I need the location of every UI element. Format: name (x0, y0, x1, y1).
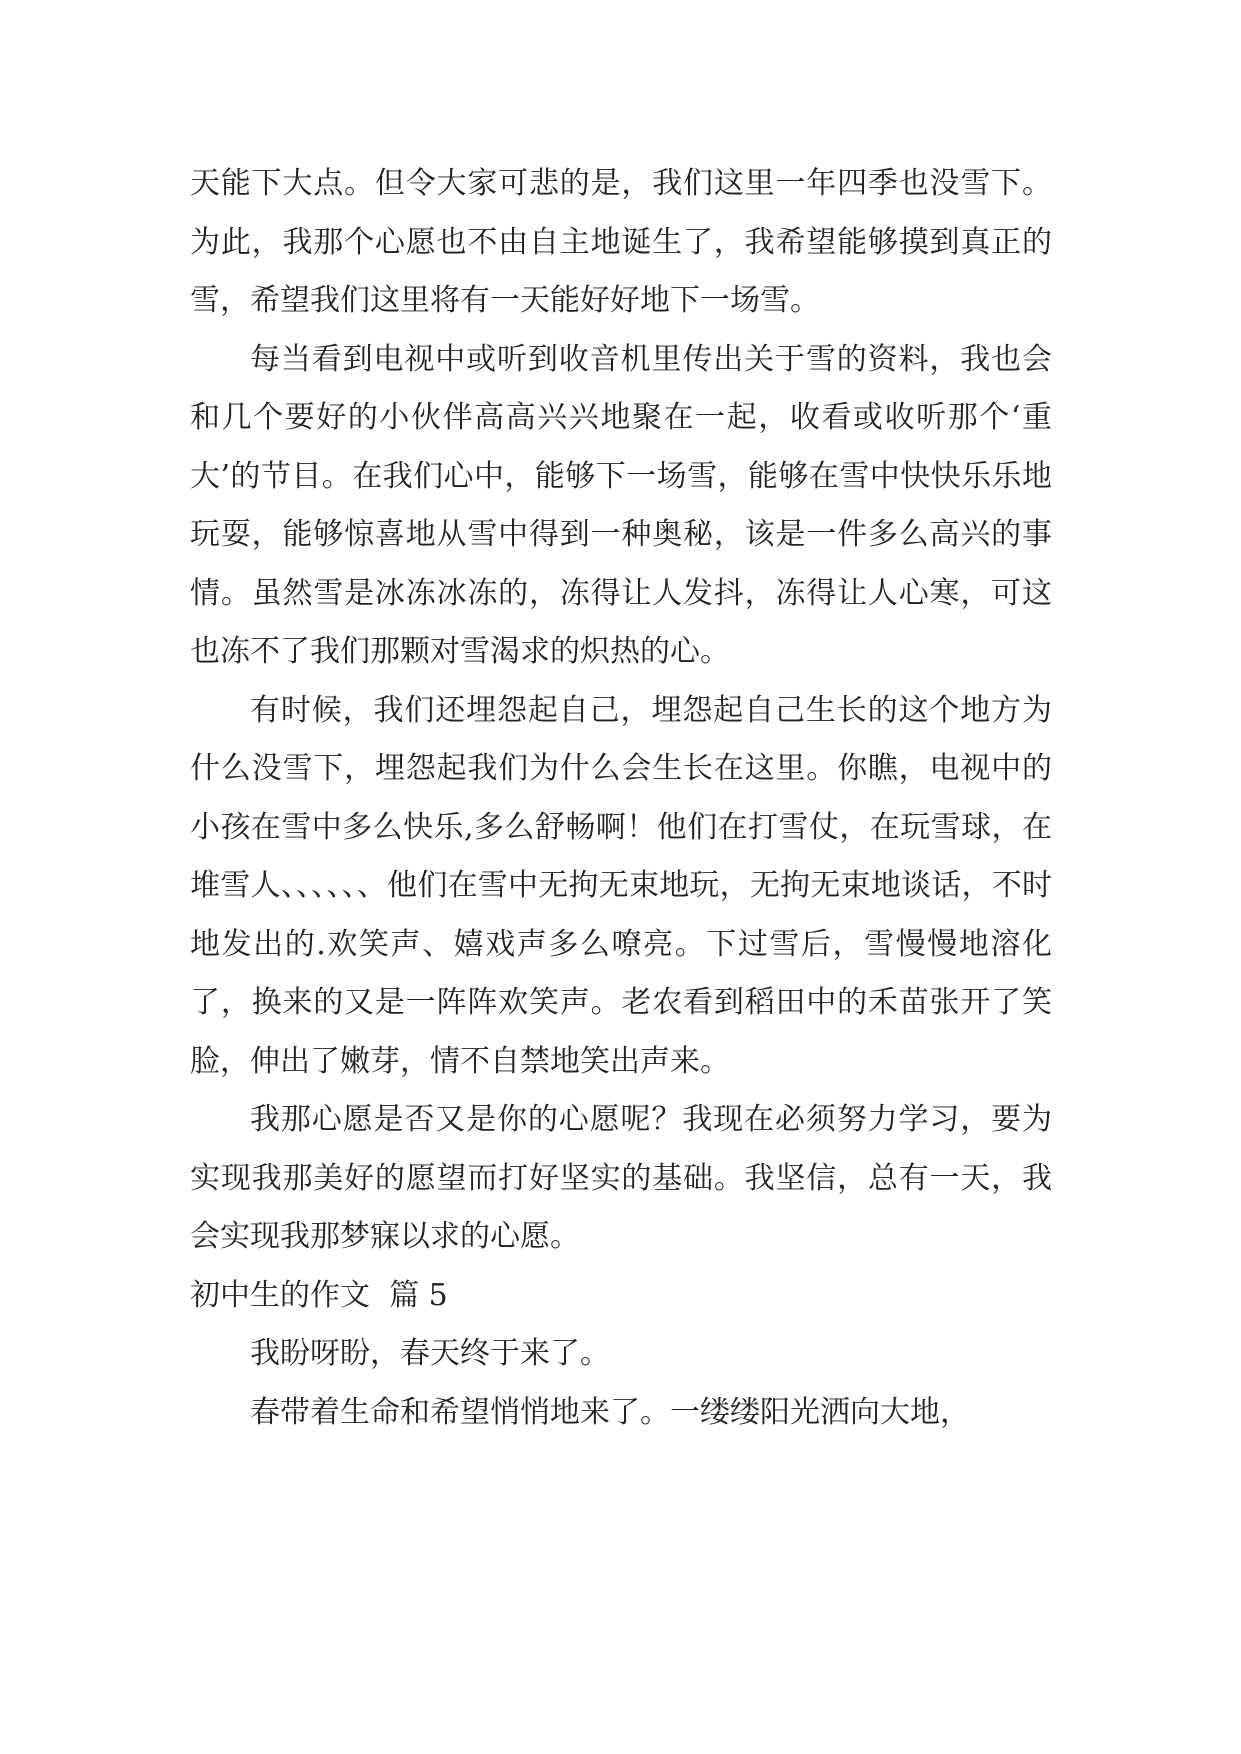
paragraph-spring-hope: 春带着生命和希望悄悄地来了。一缕缕阳光洒向大地， (250, 1394, 970, 1430)
paragraph-wish: 我那心愿是否又是你的心愿呢？我现在必须努力学习，要为实现我那美好的愿望而打好坚实的基础。我坚信，总有一天，我会实现我那梦寐以求的心愿。 (190, 1102, 1052, 1254)
section-heading: 初中生的作文 篇 5 (190, 1277, 448, 1313)
document-body (190, 155, 1052, 1442)
paragraph-spring-arrives: 我盼呀盼，春天终于来了。 (250, 1336, 610, 1371)
paragraph-snow-news: 每当看到电视中或听到收音机里传出关于雪的资料，我也会和几个要好的小伙伴高高兴兴地聚在一起，收看或收听那个‘重大’的节目。在我们心中，能够下一场雪，能够在雪中快快乐乐地玩耍，能够惊喜地从雪中得到一种奥秘，该是一件多么高兴的事情。虽然雪是冰冻冰冻的，冻得让人发抖，冻得让人心寒，可这也冻不了我们那颗对雪渴求的炽热的心。 (190, 341, 1052, 669)
paragraph-complaint: 有时候，我们还埋怨起自己，埋怨起自己生长的这个地方为什么没雪下，埋怨起我们为什么会生长在这里。你瞧，电视中的小孩在雪中多么快乐,多么舒畅啊！他们在打雪仗，在玩雪球，在堆雪人、、、、、、他们在雪中无拘无束地玩，无拘无束地谈话，不时地发出的.欢笑声、嬉戏声多么嘹亮。下过雪后，雪慢慢地溶化了，换来的又是一阵阵欢笑声。老农看到稻田中的禾苗张开了笑脸，伸出了嫩芽，情不自禁地笑出声来。 (190, 692, 1052, 1079)
paragraph-continuation: 天能下大点。但令大家可悲的是，我们这里一年四季也没雪下。为此，我那个心愿也不由自主地诞生了，我希望能够摸到真正的雪，希望我们这里将有一天能好好地下一场雪。 (190, 166, 1052, 318)
